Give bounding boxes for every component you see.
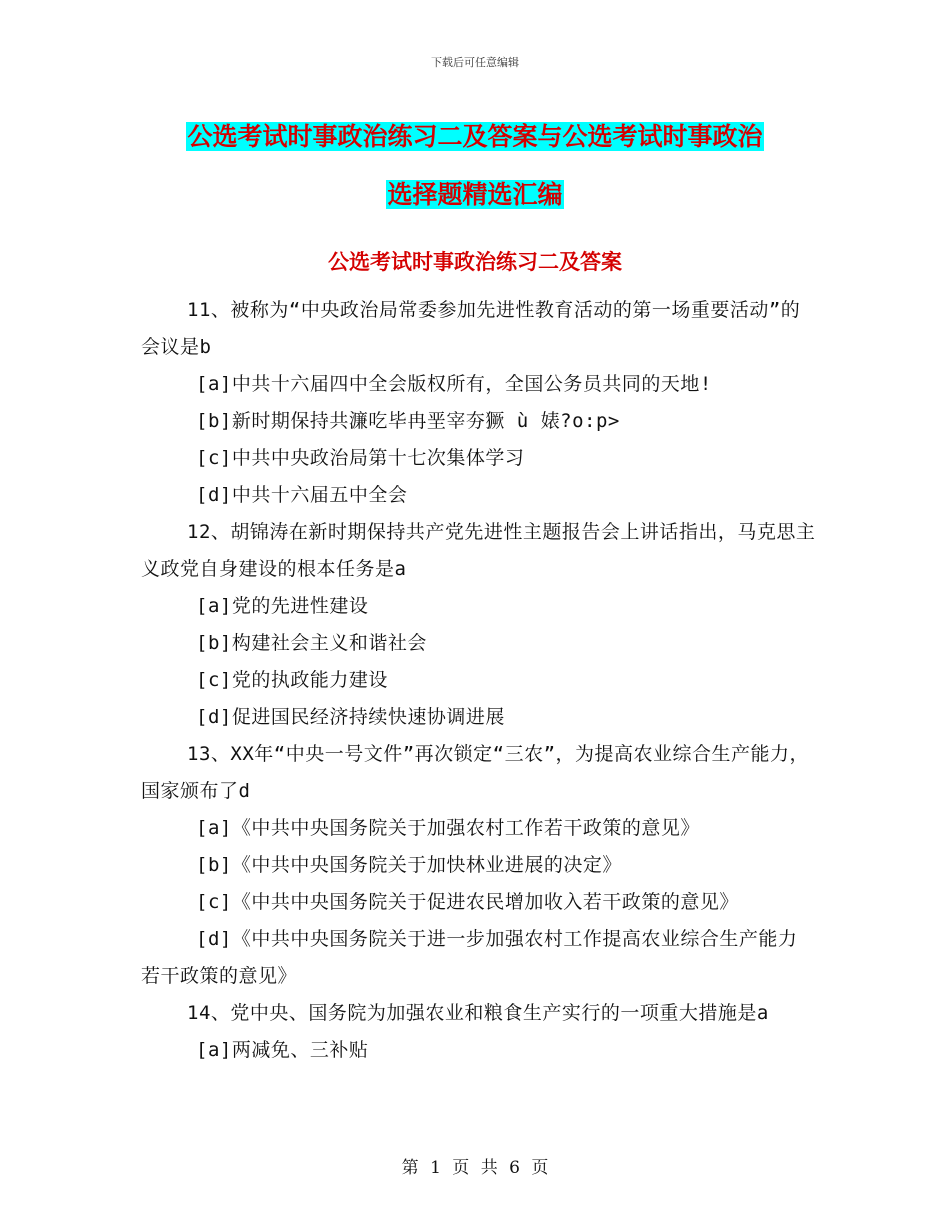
question-11: 11、被称为“中央政治局常委参加先进性教育活动的第一场重要活动”的会议是b <box>141 299 801 358</box>
option-13-d: [d]《中共中央国务院关于进一步加强农村工作提高农业综合生产能力若干政策的意见》 <box>141 928 798 987</box>
option-12-b: [b]构建社会主义和谐社会 <box>196 632 427 654</box>
option-13-b: [b]《中共中央国务院关于加快林业进展的决定》 <box>196 854 622 876</box>
option-13-a: [a]《中共中央国务院关于加强农村工作若干政策的意见》 <box>196 817 700 839</box>
title-line-2: 选择题精选汇编 <box>387 180 563 209</box>
question-12: 12、胡锦涛在新时期保持共产党先进性主题报告会上讲话指出，马克思主义政党自身建设的根本任务是a <box>141 521 816 580</box>
option-11-c: [c]中共中央政治局第十七次集体学习 <box>196 447 525 469</box>
page-footer: 第 1 页 共 6 页 <box>401 1158 549 1178</box>
option-11-d: [d]中共十六届五中全会 <box>196 484 408 506</box>
option-12-d: [d]促进国民经济持续快速协调进展 <box>196 706 505 728</box>
document-body <box>141 292 816 1069</box>
question-13: 13、XX年“中央一号文件”再次锁定“三农”，为提高农业综合生产能力，国家颁布了d <box>141 743 810 802</box>
option-14-a: [a]两减免、三补贴 <box>196 1039 369 1061</box>
option-12-c: [c]党的执政能力建设 <box>196 669 388 691</box>
section-title: 公选考试时事政治练习二及答案 <box>328 250 622 274</box>
document-title <box>140 108 810 224</box>
question-14: 14、党中央、国务院为加强农业和粮食生产实行的一项重大措施是a <box>187 1002 769 1024</box>
header-note: 下载后可任意编辑 <box>431 56 519 69</box>
option-11-b: [b]新时期保持共濂吃毕冉垩宰夯獗 ù 婊?o:p> <box>196 410 620 432</box>
title-line-1: 公选考试时事政治练习二及答案与公选考试时事政治 <box>187 122 763 151</box>
option-13-c: [c]《中共中央国务院关于促进农民增加收入若干政策的意见》 <box>196 891 739 913</box>
option-12-a: [a]党的先进性建设 <box>196 595 369 617</box>
option-11-a: [a]中共十六届四中全会版权所有，全国公务员共同的天地! <box>196 373 712 395</box>
